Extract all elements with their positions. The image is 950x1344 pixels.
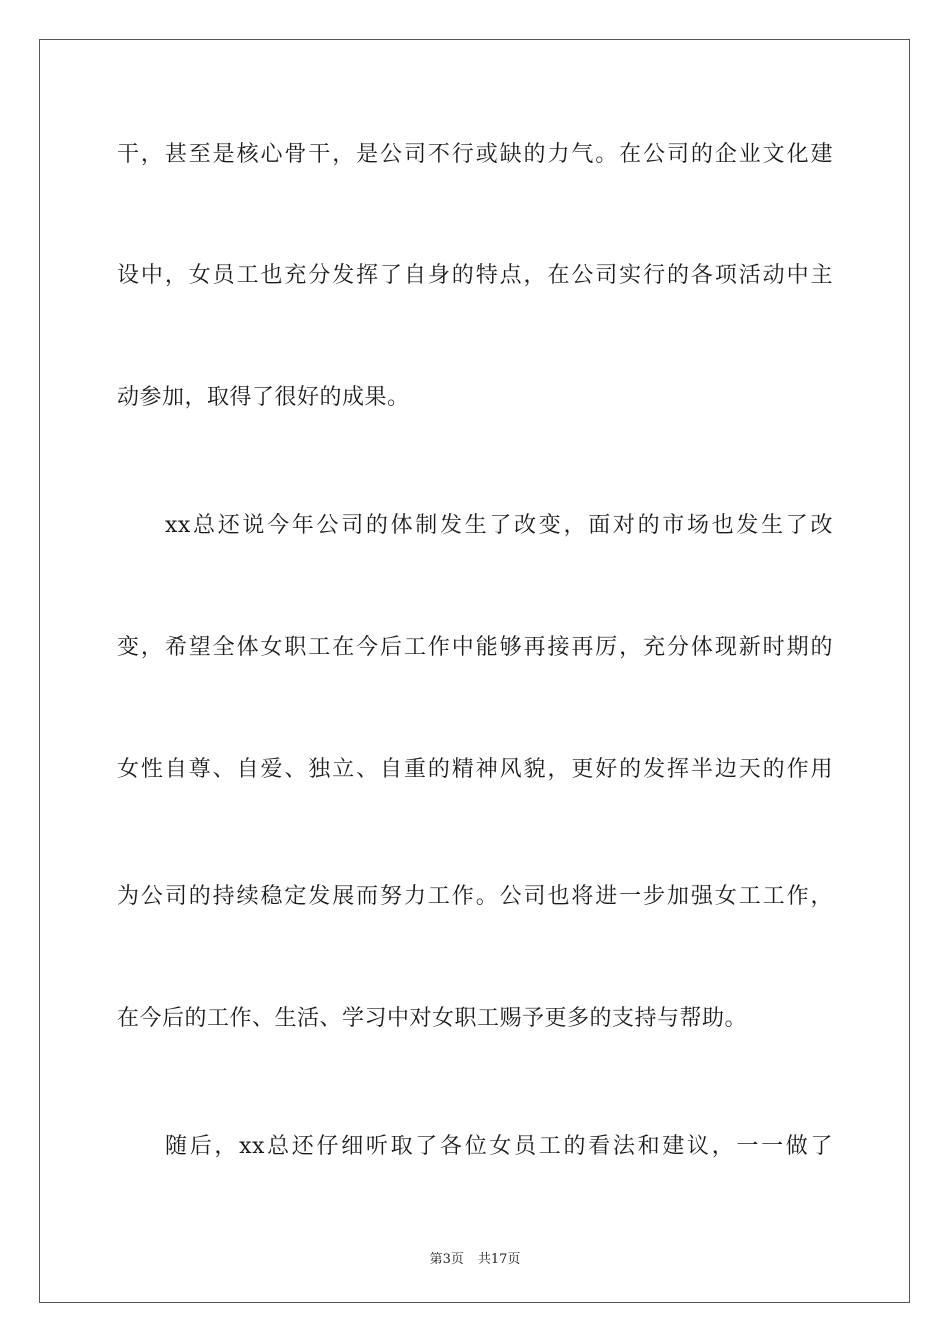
text-line-5: 变，希望全体女职工在今后工作中能够再接再厉，充分体现新时期的 (117, 635, 833, 660)
text-line-8: 在今后的工作、生活、学习中对女职工赐予更多的支持与帮助。 (117, 1006, 748, 1031)
page-border (39, 39, 910, 1303)
text-line-1: 干，甚至是核心骨干，是公司不行或缺的力气。在公司的企业文化建 (117, 142, 833, 167)
text-line-7: 为公司的持续稳定发展而努力工作。公司也将进一步加强女工工作， (117, 884, 833, 909)
page-footer (0, 1248, 950, 1267)
page-total: 共17页 (477, 1252, 521, 1267)
text-line-6: 女性自尊、自爱、独立、自重的精神风貌，更好的发挥半边天的作用 (117, 757, 833, 782)
page-number: 第3页 (429, 1252, 464, 1267)
text-line-3: 动参加，取得了很好的成果。 (117, 385, 410, 410)
text-line-9: 随后，xx总还仔细听取了各位女员工的看法和建议，一一做了 (165, 1134, 833, 1159)
text-line-4: xx总还说今年公司的体制发生了改变，面对的市场也发生了改 (165, 513, 833, 538)
text-line-2: 设中，女员工也充分发挥了自身的特点，在公司实行的各项活动中主 (117, 263, 833, 288)
